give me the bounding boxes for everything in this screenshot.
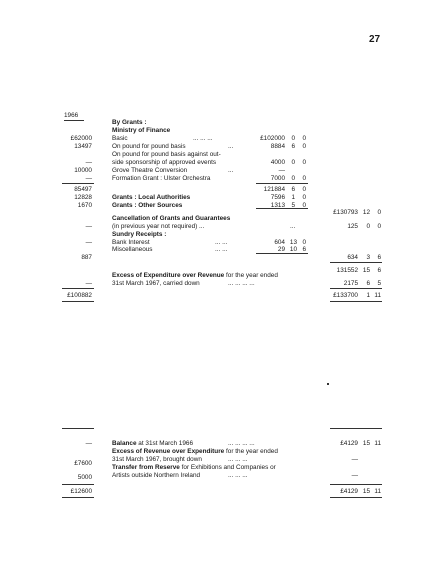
- prior-balance: —: [85, 440, 92, 447]
- balance-label: Balance at 31st March 1966: [112, 440, 193, 447]
- other-pounds: 1313: [270, 202, 285, 209]
- total-shillings: 1: [366, 292, 370, 299]
- section2-rule: [330, 428, 382, 429]
- row-label: side sponsorship of approved events: [112, 159, 217, 166]
- section2-total-rule-prior: [62, 484, 94, 485]
- cancellation-shillings: 0: [366, 223, 370, 230]
- sundry-total-shillings: 3: [366, 254, 370, 261]
- total-pence: 11: [374, 292, 381, 299]
- local-pence: 0: [302, 194, 306, 201]
- other-shillings: 5: [291, 202, 295, 209]
- subtotal-pence: 0: [302, 186, 306, 193]
- prior-year-value: 13497: [74, 143, 92, 150]
- total-pounds: £133700: [333, 292, 358, 299]
- prior-bank: —: [85, 239, 92, 246]
- leader-dots: ... ... ...: [228, 456, 248, 463]
- leader-dots: ...: [290, 223, 296, 230]
- sundry-total-pence: 6: [377, 254, 381, 261]
- page-number: 27: [369, 34, 381, 45]
- pence-value: 0: [302, 135, 306, 142]
- pounds-value: £102000: [260, 135, 285, 142]
- excess-shillings: 6: [366, 280, 370, 287]
- other-sources-label: Grants : Other Sources: [112, 202, 183, 209]
- section2-total-rule: [330, 484, 382, 485]
- excess-expenditure-label-cont: 31st March 1967, carried down: [112, 280, 200, 287]
- double-rule: [330, 301, 382, 302]
- grants-total-pence: 0: [377, 209, 381, 216]
- row-label: Basic: [112, 135, 128, 142]
- prior-misc: 887: [81, 254, 92, 261]
- running-total-pounds: 131552: [336, 267, 358, 274]
- pence-value: 0: [302, 143, 306, 150]
- section2-double-rule: [330, 497, 382, 498]
- balance-pence: 11: [374, 440, 381, 447]
- cancellation-label-cont: (in previous year not required) ...: [112, 223, 205, 230]
- excess-expenditure-label: Excess of Expenditure over Revenue for the year ended: [112, 272, 278, 279]
- prior-subtotal: 85497: [74, 186, 92, 193]
- prior-transfer: 5000: [77, 474, 92, 481]
- bank-pounds: 604: [274, 239, 285, 246]
- row-label: Grove Theatre Conversion: [112, 167, 188, 174]
- leader-dots: ... ... ... ...: [228, 440, 255, 447]
- misc-pounds: 29: [277, 246, 285, 253]
- cancellation-pounds: 125: [347, 223, 358, 230]
- prior-year-value: £62000: [70, 135, 92, 142]
- running-total-pence: 6: [377, 267, 381, 274]
- section2-double-rule-prior: [62, 497, 94, 498]
- ministry-heading: Ministry of Finance: [112, 127, 171, 134]
- prior-year-value: —: [85, 175, 92, 182]
- prior-total: £100882: [67, 292, 92, 299]
- pence-value: 0: [302, 159, 306, 166]
- shillings-value: 6: [291, 143, 295, 150]
- cancellation-pence: 0: [377, 223, 381, 230]
- local-shillings: 1: [291, 194, 295, 201]
- year-underline: [64, 120, 84, 121]
- leader-dots: ... ... ...: [193, 135, 213, 142]
- grants-total-pounds: £130793: [333, 209, 358, 216]
- prior-cancellation: —: [85, 223, 92, 230]
- row-label: On pound for pound basis: [112, 143, 186, 150]
- transfer-label: Transfer from Reserve for Exhibitions and Companies or: [112, 464, 276, 471]
- prior-year-value: —: [85, 159, 92, 166]
- subtotal-rule: [256, 183, 308, 184]
- prior-other: 1670: [77, 202, 92, 209]
- leader-dots: ...: [228, 143, 234, 150]
- excess-revenue-label-cont: 31st March 1967, brought down: [112, 456, 202, 463]
- sundry-total-pounds: 634: [347, 254, 358, 261]
- prior-local: 12828: [74, 194, 92, 201]
- cancellation-label: Cancellation of Grants and Guarantees: [112, 215, 231, 222]
- subtotal-shillings: 6: [291, 186, 295, 193]
- bank-shillings: 13: [289, 239, 297, 246]
- shillings-value: 0: [291, 159, 295, 166]
- leader-dots: ... ... ... ...: [228, 280, 255, 287]
- balance-shillings: 15: [362, 440, 370, 447]
- leader-dots: ... ...: [215, 246, 228, 253]
- row-label: Formation Grant : Ulster Orchestra: [112, 175, 211, 182]
- subtotal-pounds: 121884: [263, 186, 285, 193]
- leader-dots: ...: [228, 167, 234, 174]
- local-pounds: 7596: [270, 194, 285, 201]
- pounds-value: 7000: [270, 175, 285, 182]
- sundry-rule: [256, 253, 308, 254]
- misc-pence: 6: [302, 246, 306, 253]
- double-rule-prior: [62, 301, 94, 302]
- misc-shillings: 10: [289, 246, 297, 253]
- shillings-value: 0: [291, 135, 295, 142]
- pounds-value: 4000: [270, 159, 285, 166]
- misc-label: Miscellaneous: [112, 246, 153, 253]
- row-label: On pound for pound basis against out-: [112, 151, 221, 158]
- section2-total-pence: 11: [374, 488, 381, 495]
- section2-total-pounds: £4129: [340, 488, 358, 495]
- stray-mark: [327, 383, 329, 385]
- section2-rule-prior: [62, 428, 94, 429]
- grants-rule: [256, 208, 308, 209]
- section2-total-shillings: 15: [362, 488, 370, 495]
- pounds-value: 8884: [270, 143, 285, 150]
- excess-revenue-label: Excess of Revenue over Expenditure for the year ended: [112, 448, 278, 455]
- excess-pounds: 2175: [343, 280, 358, 287]
- leader-dots: ... ...: [215, 239, 228, 246]
- prior-rule: [62, 183, 94, 184]
- total-rule: [330, 288, 382, 289]
- transfer-label-cont: Artists outside Northern Ireland: [112, 472, 201, 479]
- sundry-heading: Sundry Receipts :: [112, 231, 167, 238]
- excess-pence: 5: [377, 280, 381, 287]
- prior-year-value: 10000: [74, 167, 92, 174]
- pounds-value: —: [278, 167, 285, 174]
- bank-pence: 0: [302, 239, 306, 246]
- balance-pounds: £4129: [340, 440, 358, 447]
- excess-revenue-pounds: —: [351, 456, 358, 463]
- running-rule: [330, 262, 382, 263]
- prior-section2-total: £12600: [70, 488, 92, 495]
- pence-value: 0: [302, 175, 306, 182]
- shillings-value: 0: [291, 175, 295, 182]
- year-header: 1966: [64, 112, 79, 119]
- transfer-pounds: —: [351, 472, 358, 479]
- running-total-shillings: 15: [362, 267, 370, 274]
- bank-interest-label: Bank Interest: [112, 239, 150, 246]
- grants-total-shillings: 12: [362, 209, 370, 216]
- leader-dots: ... ... ...: [228, 472, 248, 479]
- prior-excess: —: [85, 280, 92, 287]
- local-authorities-label: Grants : Local Authorities: [112, 194, 191, 201]
- other-pence: 0: [302, 202, 306, 209]
- total-rule-prior: [62, 288, 94, 289]
- by-grants-heading: By Grants :: [112, 119, 147, 126]
- prior-excess-revenue: £7600: [74, 460, 92, 467]
